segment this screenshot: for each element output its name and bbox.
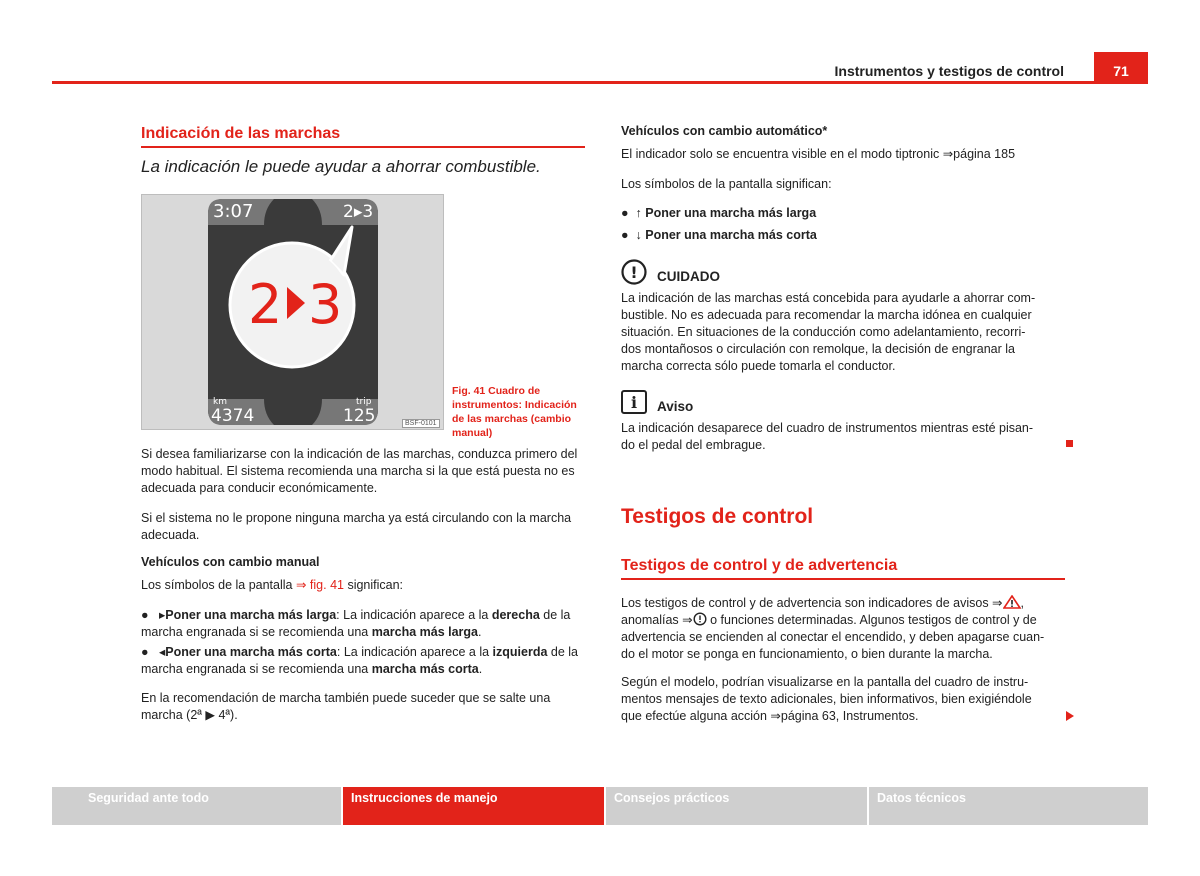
tab-instrucciones[interactable]: Instrucciones de manejo [343, 787, 604, 825]
auto-heading: Vehículos con cambio automático* [621, 124, 828, 138]
testigos-paragraph-1: Los testigos de control y de advertencia son indicadores de avisos ⇒ , anomalías ⇒ o funciones determinadas. Algunos testigos de control y de advertencia se encienden al conectar el encendido, y deben apagarse cuan- do el motor se ponga en funcionamiento, o bien durante la marcha. [621, 596, 1045, 661]
figure-reference-link[interactable]: ⇒ fig. 41 [295, 578, 344, 592]
instrument-display-illustration [142, 195, 443, 429]
paragraph-skip-gear: En la recomendación de marcha también puede suceder que se salte una marcha (2ª ▶ 4ª). [141, 691, 551, 722]
manual-intro: Los símbolos de la pantalla ⇒ fig. 41 significan: [141, 578, 404, 592]
paragraph-no-gear: Si el sistema no le propone ninguna marcha ya está circulando con la marcha adecuada. [141, 511, 572, 542]
cuidado-title: CUIDADO [657, 269, 720, 284]
display-gear-small: 2▸3 [343, 202, 374, 222]
auto-bullet-down: ● ↓ Poner una marcha más corta [621, 228, 817, 242]
running-header-title: Instrumentos y testigos de control [834, 63, 1064, 79]
cuidado-text: La indicación de las marchas está concebida para ayudarle a ahorrar com- bustible. No es adecuada para recomendar la marcha idónea en cualquier situación. En situaciones de la conducción como adelantamiento, recorri- dos montañosos o circulación con remolque, la decisión de engranar la marcha correcta sólo puede tomarla el conductor. [621, 291, 1036, 373]
info-icon: i [621, 390, 647, 414]
figure-code: BSF-0101 [402, 419, 440, 428]
section-rule [141, 146, 585, 148]
section-subtitle: La indicación le puede ayudar a ahorrar combustible. [141, 157, 541, 176]
tab-seguridad[interactable]: Seguridad ante todo [52, 787, 341, 825]
auto-paragraph-1: El indicador solo se encuentra visible en el modo tiptronic ⇒página 185 [621, 147, 1016, 161]
subsection-title: Testigos de control y de advertencia [621, 557, 898, 574]
warning-triangle-icon [1003, 595, 1021, 609]
manual-bullet-up: ● ▸Poner una marcha más larga: La indicación aparece a la derecha de la marcha engranada si se recomienda una marcha más larga. [141, 608, 571, 639]
manual-heading: Vehículos con cambio manual [141, 555, 320, 569]
gear-from-number: 2 [248, 273, 283, 336]
continue-arrow-icon [1066, 711, 1074, 721]
section-end-marker [1066, 440, 1073, 447]
warning-exclamation-icon [621, 259, 647, 285]
exclamation-circle-icon [693, 612, 707, 626]
auto-bullet-up: ● ↑ Poner una marcha más larga [621, 206, 817, 220]
tab-datos[interactable]: Datos técnicos [869, 787, 1148, 825]
paragraph-intro: Si desea familiarizarse con la indicación de las marchas, conduzca primero del modo habitual. El sistema recomienda una marcha si la que está puesta no es adecuada para conducir económicamente. [141, 447, 578, 495]
svg-text:!: ! [630, 263, 638, 282]
display-trip-value: 125 [343, 406, 376, 426]
display-km-value: 4374 [211, 406, 255, 426]
manual-bullet-down: ● ◂Poner una marcha más corta: La indicación aparece a la izquierda de la marcha engranada si se recomienda una marcha más corta. [141, 645, 579, 676]
section-title: Indicación de las marchas [141, 125, 341, 142]
page-number: 71 [1094, 52, 1148, 84]
figure-41 [141, 194, 444, 430]
testigos-paragraph-2: Según el modelo, podrían visualizarse en la pantalla del cuadro de instru- mentos mensajes de texto adicionales, bien informativos, bien exigiéndole que efectúe alguna acción ⇒página 63, Instrumentos. [621, 675, 1032, 723]
arrow-right-icon: ▸ [158, 608, 166, 622]
display-km-label: km [213, 397, 227, 407]
display-time: 3:07 [213, 201, 254, 222]
aviso-title: Aviso [657, 399, 694, 414]
arrow-left-icon: ◂ [158, 645, 166, 659]
subsection-rule [621, 578, 1065, 580]
auto-paragraph-2: Los símbolos de la pantalla significan: [621, 177, 832, 191]
tab-consejos[interactable]: Consejos prácticos [606, 787, 867, 825]
figure-caption: Fig. 41 Cuadro de instrumentos: Indicación de las marchas (cambio manual) [452, 385, 577, 439]
chapter-title: Testigos de control [621, 505, 814, 528]
gear-to-number: 3 [308, 273, 343, 336]
display-trip-label: trip [356, 397, 372, 407]
aviso-text: La indicación desaparece del cuadro de instrumentos mientras esté pisan- do el pedal del embrague. [621, 421, 1034, 452]
header-rule [52, 81, 1148, 84]
